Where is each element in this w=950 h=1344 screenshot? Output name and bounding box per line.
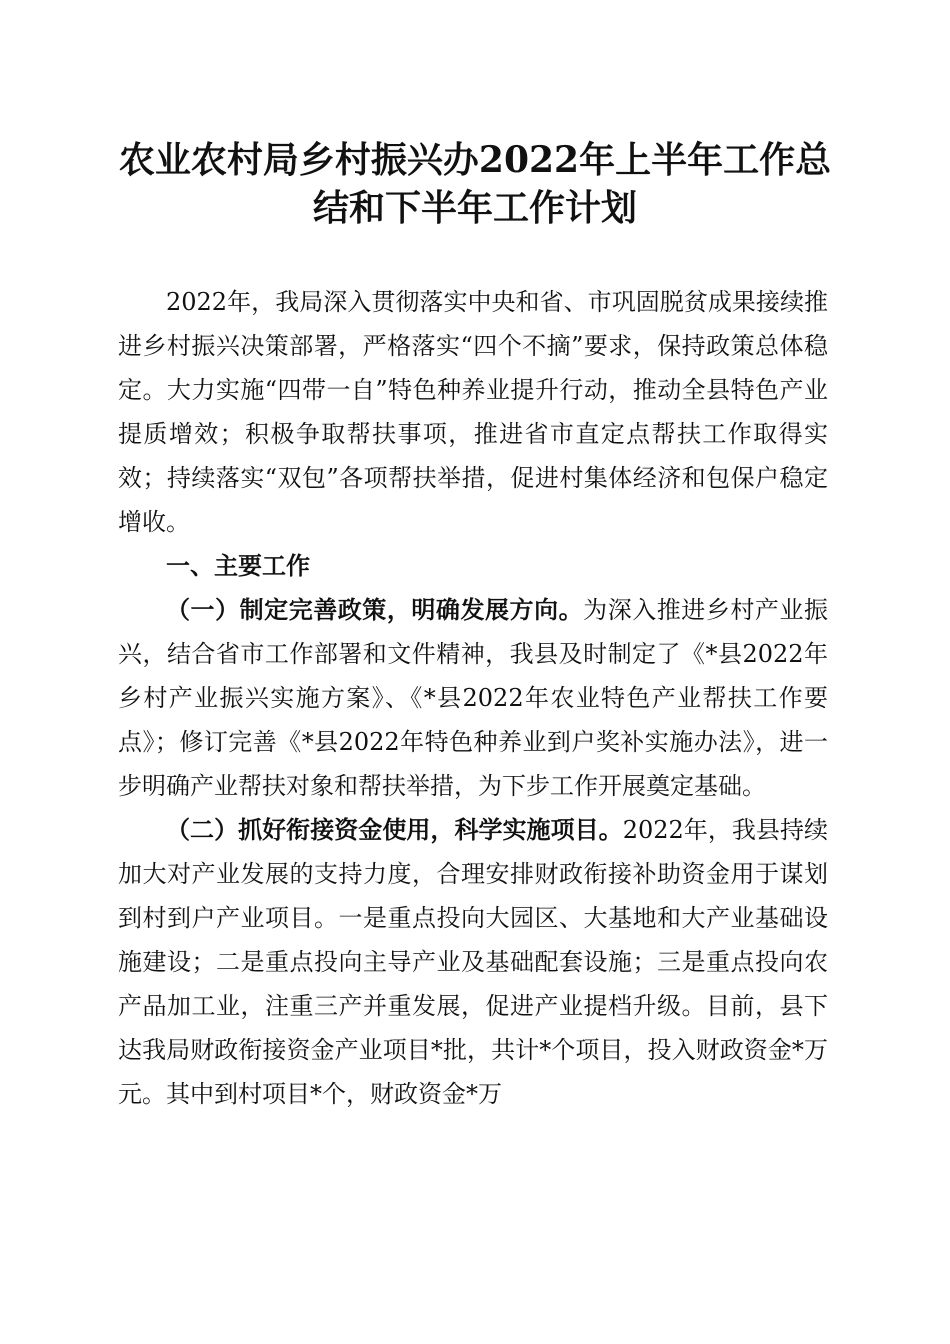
- subsection-2-lead: （二）抓好衔接资金使用，科学实施项目。: [166, 816, 623, 844]
- subsection-1-paragraph: [118, 588, 828, 808]
- section-heading-main-work: 一、主要工作: [166, 552, 310, 580]
- document-title: [100, 136, 850, 232]
- document-body: [118, 280, 828, 1116]
- subsection-1-text: 为深入推进乡村产业振兴，结合省市工作部署和文件精神，我县及时制定了《*县2022年乡村产业振兴实施方案》、《*县2022年农业特色产业帮扶工作要点》；修订完善《*县2022年特色种养业到户奖补实施办法》，进一步明确产业帮扶对象和帮扶举措，为下步工作开展奠定基础。: [118, 596, 829, 800]
- subsection-2-paragraph: [118, 808, 828, 1116]
- title-line-2: 结和下半年工作计划: [312, 187, 637, 229]
- subsection-2-text: 2022年，我县持续加大对产业发展的支持力度，合理安排财政衔接补助资金用于谋划到村到户产业项目。一是重点投向大园区、大基地和大产业基础设施建设；二是重点投向主导产业及基础配套设施；三是重点投向农产品加工业，注重三产并重发展，促进产业提档升级。目前，县下达我局财政衔接资金产业项目*批，共计*个项目，投入财政资金*万元。其中到村项目*个，财政资金*万: [118, 816, 829, 1108]
- subsection-1-lead: （一）制定完善政策，明确发展方向。: [166, 596, 584, 624]
- title-line-1: 农业农村局乡村振兴办2022年上半年工作总: [118, 139, 832, 181]
- intro-paragraph: 2022年，我局深入贯彻落实中央和省、市巩固脱贫成果接续推进乡村振兴决策部署，严格落实“四个不摘”要求，保持政策总体稳定。大力实施“四带一自”特色种养业提升行动，推动全县特色产业提质增效；积极争取帮扶事项，推进省市直定点帮扶工作取得实效；持续落实“双包”各项帮扶举措，促进村集体经济和包保户稳定增收。: [118, 288, 828, 536]
